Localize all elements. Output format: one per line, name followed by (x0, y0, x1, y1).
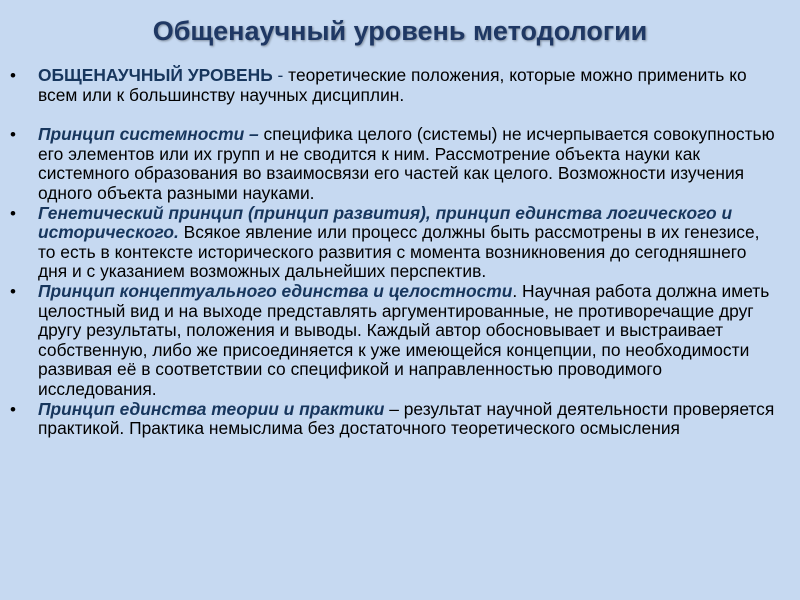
slide-title: Общенаучный уровень методологии (152, 16, 648, 46)
list-item-systems-principle (8, 125, 778, 203)
list-spacer (8, 105, 778, 125)
list-item-general-level (8, 66, 778, 105)
list-item-genetic-principle (8, 204, 778, 282)
item-text: Всякое явление или процесс должны быть рассмотрены в их генезисе, то есть в контексте исторического развития с момента возникновения до сегодняшнего дня и с указанием возможных дальнейших перспектив. (38, 222, 760, 282)
bullet-icon: • (10, 281, 16, 301)
item-term: Принцип системности – (38, 124, 259, 145)
bullet-icon: • (10, 66, 16, 85)
bullet-icon: • (10, 399, 16, 419)
item-text: – результат научной деятельности проверяется практикой. Практика немыслима без достаточного теоретического осмысления (38, 398, 775, 439)
item-separator: - (272, 65, 289, 85)
item-term: Принцип концептуального единства и целостности (38, 280, 513, 301)
item-text: теоретические положения, которые можно применить ко всем или к большинству научных дисциплин. (38, 65, 747, 105)
principles-list (8, 66, 778, 439)
list-item-conceptual-unity (8, 282, 778, 400)
item-term: ОБЩЕНАУЧНЫЙ УРОВЕНЬ (38, 65, 273, 85)
list-item-theory-practice (8, 400, 778, 439)
bullet-icon: • (10, 125, 16, 145)
item-text: специфика целого (системы) не исчерпывается совокупностью его элементов или их групп и не сводится к ним. Рассмотрение объекта науки как системного образования во взаимосвязи его частей как целого. Возможности изучения одного объекта разными науками. (38, 124, 775, 203)
item-text: . Научная работа должна иметь целостный вид и на выходе представлять аргументированные, не противоречащие друг другу результаты, положения и выводы. Каждый автор обосновывает и выстраивает собственную, либо же присоединяется к уже имеющейся концепции, по необходимости развивая её в соответствии со спецификой и направленностью проводимого исследования. (38, 280, 770, 399)
bullet-icon: • (10, 203, 16, 223)
item-term: Принцип единства теории и практики (38, 398, 385, 419)
item-term: Генетический принцип (принцип развития), принцип единства логического и исторического. (38, 202, 733, 243)
